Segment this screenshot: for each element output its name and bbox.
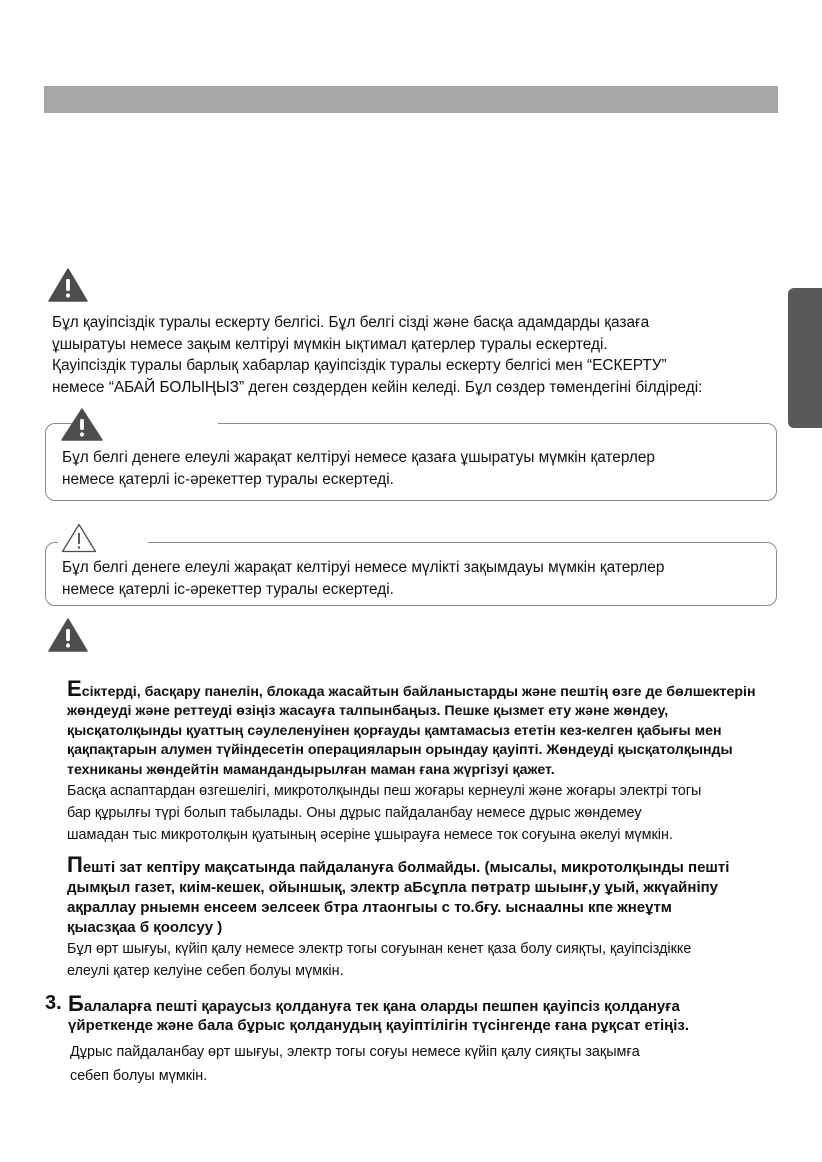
warning-triangle-icon — [48, 268, 88, 302]
section-header-bar — [44, 86, 778, 113]
item-1 — [67, 676, 756, 846]
item-2-bold-line: ешті зат кептіру мақсатында пайдалануға болмайды. (мысалы, микротолқынды пешті — [82, 859, 730, 876]
item-2-bold-line: қыасзқаа б қоолсуу ) — [67, 919, 223, 936]
intro-line: Қауіпсіздік туралы барлық хабарлар қауіпсіздік туралы ескерту белгісі мен “ЕСКЕРТУ” — [52, 357, 667, 375]
warning-line: немесе қатерлі іс-әрекеттер туралы ескертеді. — [62, 470, 394, 488]
item-3-initial: Б — [68, 991, 84, 1016]
warning-triangle-filled-icon — [61, 408, 103, 441]
item-2-bold-line: дымқыл газет, киім-кешек, ойыншық, электр аБсұпла пөтратр шыынғ,у ұый, жкүайніпу — [67, 879, 719, 896]
item-2 — [67, 852, 730, 982]
item-3 — [68, 991, 689, 1035]
item-2-line: елеулі қатер келуіне себеп болуы мүмкін. — [67, 963, 344, 979]
item-1-bold-line: қақпақтарын алумен түйіндесетін операцияларын орындау қауіпті. Жөндеуді қысқатолқынды — [67, 742, 733, 759]
item-1-line: бар құрылғы түрі болып табылады. Оны дұрыс пайдаланбау немесе дұрыс жөндемеу — [67, 805, 642, 822]
item-3-bold-line: алаларға пешті қараусыз қолдануға тек қана оларды пешпен қауіпсіз қолдануға — [83, 998, 680, 1015]
item-2-line: Бұл өрт шығуы, күйіп қалу немесе электр тогы соғуынан кенет қаза болу сияқты, қауіпсіздікке — [67, 941, 692, 957]
caution-text — [62, 557, 664, 600]
item-1-line: Басқа аспаптардан өзгешелігі, микротолқынды пеш жоғары кернеулі және жоғары электрі тогы — [67, 783, 702, 800]
intro-text — [52, 312, 702, 398]
intro-line: ұшыратуы немесе зақым келтіруі мүмкін ықтимал қатерлер туралы ескертеді. — [52, 335, 608, 353]
item-1-line: шамадан тыс микротолқын қуатының әсеріне ұшырауға немесе ток соғуына әкелуі мүмкін. — [67, 827, 673, 844]
item-2-bold-line: ақраллау рныемн енсеем эелсеек бтра лтаонгыы с то.бғу. ыснаалны кпе жнеұтм — [67, 899, 672, 916]
caution-line: Бұл белгі денеге елеулі жарақат келтіруі немесе мүлікті зақымдауы мүмкін қатерлер — [62, 559, 665, 576]
item-1-initial: Е — [67, 676, 82, 701]
warning-text — [62, 447, 655, 490]
item-1-bold-line: қысқатолқынды қуаттың сәулеленуінен қорғауды қамтамасыз ететін кез-келген қабығы мен — [67, 722, 722, 739]
item-3-body — [70, 1040, 640, 1088]
item-1-bold-line: жөндеуді және реттеуді өзіңіз жасауға талпынбаңыз. Пешке қызмет ету және жөндеу, — [67, 703, 669, 720]
warning-triangle-outline-icon — [61, 523, 97, 553]
item-3-bold-line: үйреткенде және бала бұрыс қолданудың қауіптілігін түсінгенде ғана рұқсат етіңіз. — [68, 1017, 689, 1034]
item-2-initial: П — [67, 852, 83, 877]
intro-line: Бұл қауіпсіздік туралы ескерту белгісі. Бұл белгі сізді және басқа адамдарды қазаға — [52, 314, 650, 331]
item-3-number-label: 3. — [45, 992, 62, 1014]
item-3-line: себеп болуы мүмкін. — [70, 1068, 208, 1084]
warning-triangle-icon — [48, 618, 88, 652]
item-3-line: Дұрыс пайдаланбау өрт шығуы, электр тогы соғуы немесе күйіп қалу сияқты зақымға — [70, 1044, 640, 1060]
chapter-side-tab — [788, 288, 822, 428]
item-1-bold-line: техниканы жөндейтін мамандандырылған маман ғана жүргізуі қажет. — [67, 761, 555, 778]
intro-line: немесе “АБАЙ БОЛЫҢЫЗ” деген сөздерден кейін келеді. Бұл сөздер төмендегіні білдіреді: — [52, 378, 703, 396]
item-3-number — [45, 993, 62, 1016]
warning-line: Бұл белгі денеге елеулі жарақат келтіруі немесе қазаға ұшыратуы мүмкін қатерлер — [62, 449, 655, 466]
item-1-bold-line: сіктерді, басқару панелін, блокада жасайтын байланыстарды және пештің өзге де бөлшектерін — [81, 684, 756, 700]
caution-line: немесе қатерлі іс-әрекеттер туралы ескертеді. — [62, 580, 394, 598]
